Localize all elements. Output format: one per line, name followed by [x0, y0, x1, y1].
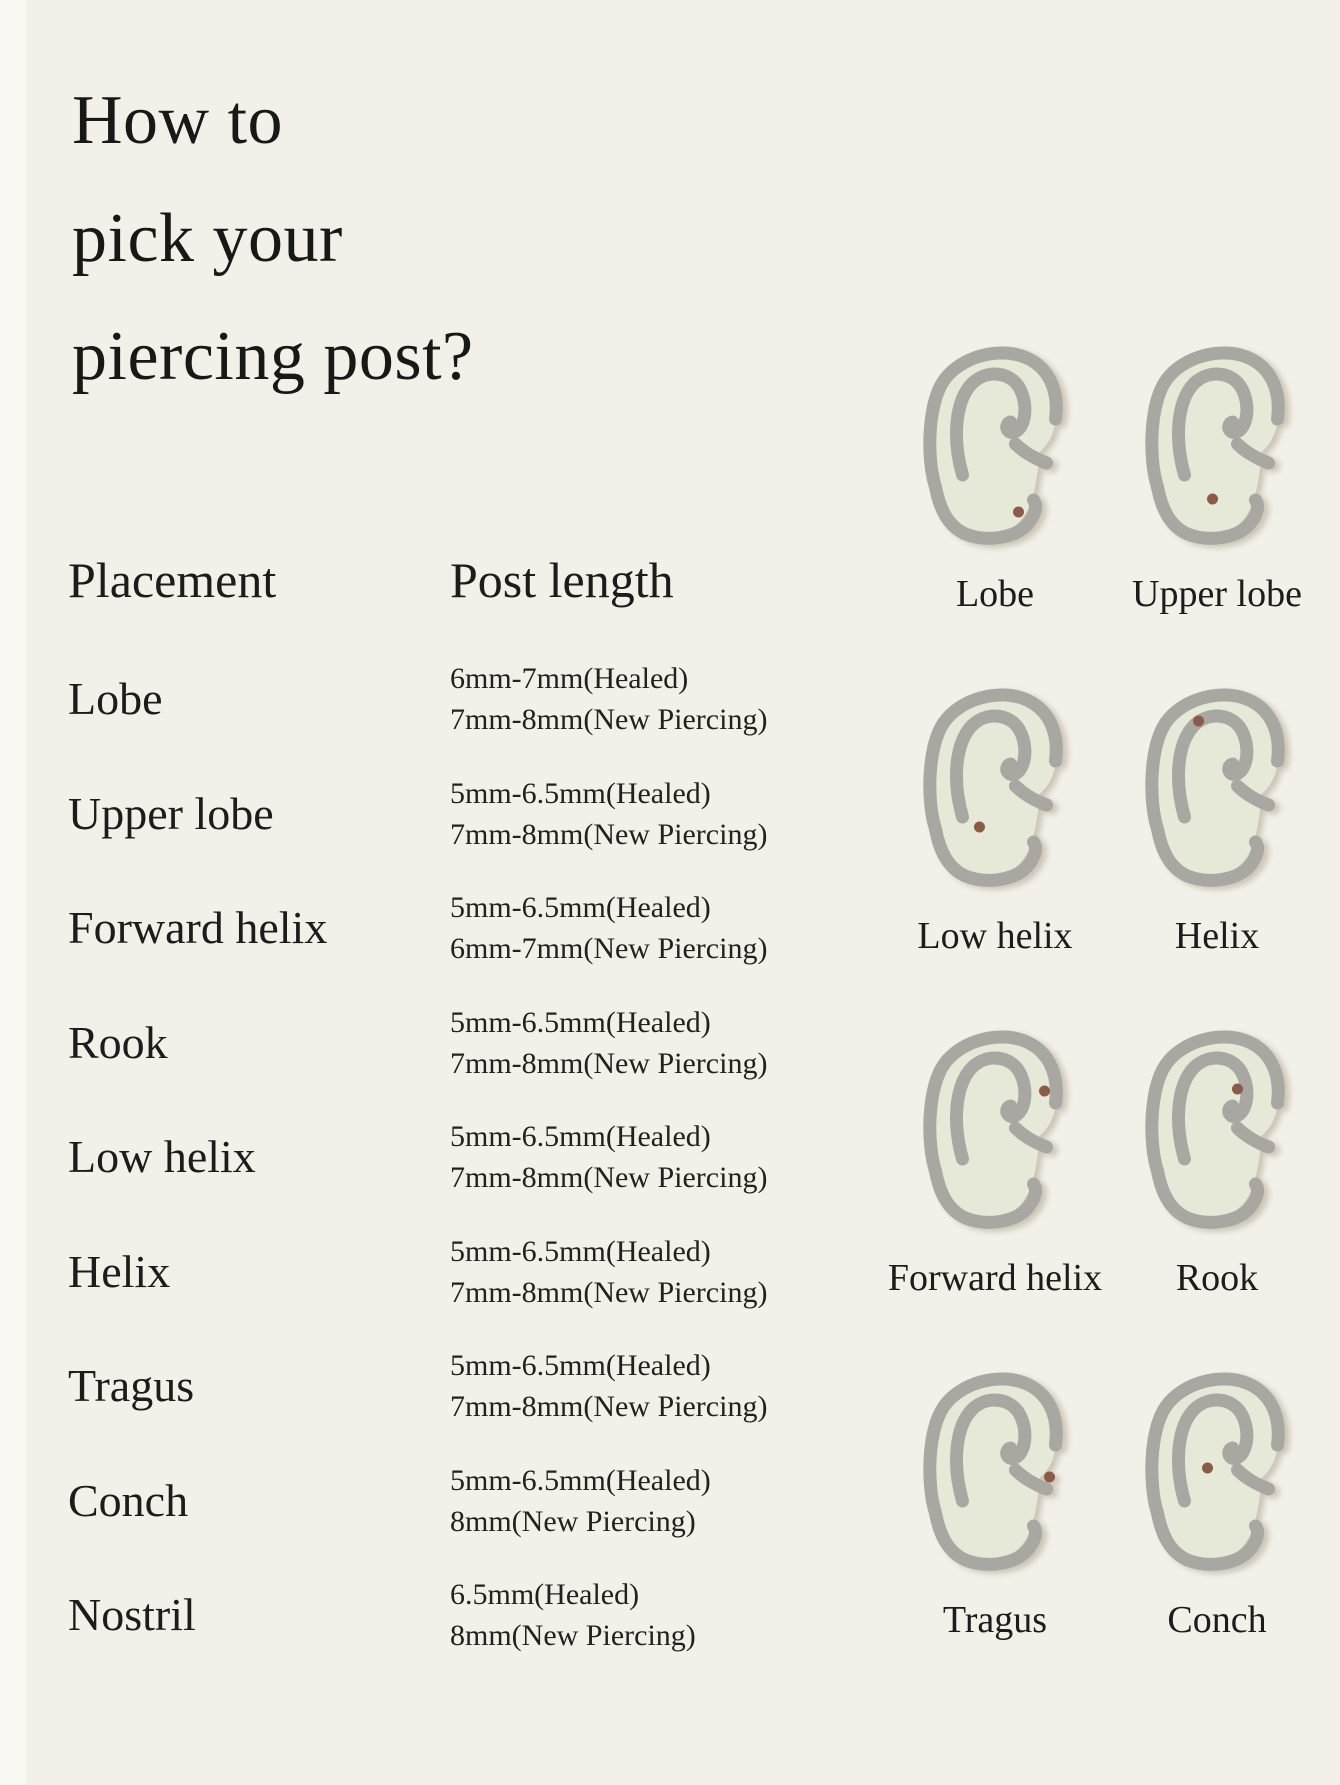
table-row: [68, 1100, 828, 1215]
ear-illustration: [923, 345, 1068, 545]
piercing-dot: [1044, 1472, 1055, 1483]
left-edge-strip: [0, 0, 26, 1785]
ear-figure-helix: [1102, 687, 1332, 960]
new-piercing-value: 7mm-8mm(New Piercing): [450, 1046, 768, 1080]
placement-name: Lobe: [68, 673, 163, 725]
piercing-dot: [974, 822, 985, 833]
ear-illustration: [1145, 1371, 1290, 1571]
post-length-values: [450, 773, 828, 855]
sizing-table: [68, 642, 828, 1673]
ear-label: Low helix: [917, 915, 1073, 957]
post-length-values: [450, 1345, 828, 1427]
healed-value: 5mm-6.5mm(Healed): [450, 1005, 711, 1039]
new-piercing-value: 8mm(New Piercing): [450, 1504, 696, 1538]
table-row: [68, 1558, 828, 1673]
ear-figure-rook: [1102, 1029, 1332, 1302]
ear-label: Conch: [1167, 1599, 1267, 1641]
ear-row: [880, 1029, 1332, 1329]
ear-label: Helix: [1174, 915, 1260, 957]
healed-value: 5mm-6.5mm(Healed): [450, 1120, 711, 1154]
new-piercing-value: 6mm-7mm(New Piercing): [450, 932, 768, 966]
table-row: [68, 1329, 828, 1444]
new-piercing-value: 7mm-8mm(New Piercing): [450, 1275, 768, 1309]
title-line-2: pick your: [72, 200, 343, 277]
post-length-values: [450, 887, 828, 969]
ear-row: [880, 687, 1332, 987]
ear-placement-diagram: [880, 345, 1332, 1645]
placement-name: Tragus: [68, 1360, 195, 1412]
post-length-values: [450, 1460, 828, 1542]
ear-illustration: [923, 1371, 1068, 1571]
post-length-values: [450, 1231, 828, 1313]
healed-value: 6.5mm(Healed): [450, 1578, 640, 1612]
ear-row: [880, 1371, 1332, 1671]
placement-name: Low helix: [68, 1131, 256, 1183]
healed-value: 5mm-6.5mm(Healed): [450, 1349, 711, 1383]
ear-label: Tragus: [942, 1599, 1048, 1641]
table-row: [68, 757, 828, 872]
new-piercing-value: 7mm-8mm(New Piercing): [450, 817, 768, 851]
placement-name: Rook: [68, 1016, 168, 1068]
healed-value: 5mm-6.5mm(Healed): [450, 1234, 711, 1268]
post-length-values: [450, 1116, 828, 1198]
ear-illustration: [1145, 345, 1290, 545]
placement-name: Nostril: [68, 1589, 196, 1641]
piercing-dot: [1232, 1084, 1243, 1095]
ear-illustration: [1145, 1029, 1290, 1229]
ear-row: [880, 345, 1332, 645]
placement-name: Conch: [68, 1474, 189, 1526]
column-header-post-length: Post length: [450, 552, 674, 608]
table-row: [68, 1444, 828, 1559]
healed-value: 5mm-6.5mm(Healed): [450, 1463, 711, 1497]
ear-illustration: [923, 1029, 1068, 1229]
table-row: [68, 986, 828, 1101]
ear-label: Rook: [1175, 1257, 1259, 1299]
title-line-1: How to: [72, 82, 284, 159]
piercing-dot: [1013, 507, 1024, 518]
post-length-values: [450, 1574, 828, 1656]
new-piercing-value: 7mm-8mm(New Piercing): [450, 1390, 768, 1424]
page-title: [72, 62, 474, 416]
ear-figure-low-helix: [880, 687, 1110, 960]
ear-label: Lobe: [955, 573, 1035, 615]
table-row: [68, 642, 828, 757]
ear-figure-upper-lobe: [1102, 345, 1332, 618]
piercing-dot: [1202, 1463, 1213, 1474]
placement-name: Forward helix: [68, 902, 328, 954]
healed-value: 5mm-6.5mm(Healed): [450, 776, 711, 810]
ear-illustration: [1145, 687, 1290, 887]
ear-label: Forward helix: [887, 1257, 1103, 1299]
post-length-values: [450, 1002, 828, 1084]
post-length-values: [450, 658, 828, 740]
ear-figure-conch: [1102, 1371, 1332, 1644]
healed-value: 5mm-6.5mm(Healed): [450, 891, 711, 925]
healed-value: 6mm-7mm(Healed): [450, 662, 689, 696]
ear-illustration: [923, 687, 1068, 887]
title-line-3: piercing post?: [72, 318, 474, 395]
piercing-dot: [1207, 494, 1218, 505]
placement-name: Upper lobe: [68, 787, 274, 839]
ear-figure-forward-helix: [880, 1029, 1110, 1302]
table-row: [68, 1215, 828, 1330]
piercing-dot: [1193, 716, 1204, 727]
new-piercing-value: 7mm-8mm(New Piercing): [450, 1161, 768, 1195]
placement-name: Helix: [68, 1245, 171, 1297]
ear-label: Upper lobe: [1132, 573, 1302, 615]
piercing-dot: [1039, 1086, 1050, 1097]
new-piercing-value: 8mm(New Piercing): [450, 1619, 696, 1653]
ear-figure-tragus: [880, 1371, 1110, 1644]
column-header-placement: Placement: [68, 552, 277, 608]
ear-figure-lobe: [880, 345, 1110, 618]
table-row: [68, 871, 828, 986]
new-piercing-value: 7mm-8mm(New Piercing): [450, 703, 768, 737]
